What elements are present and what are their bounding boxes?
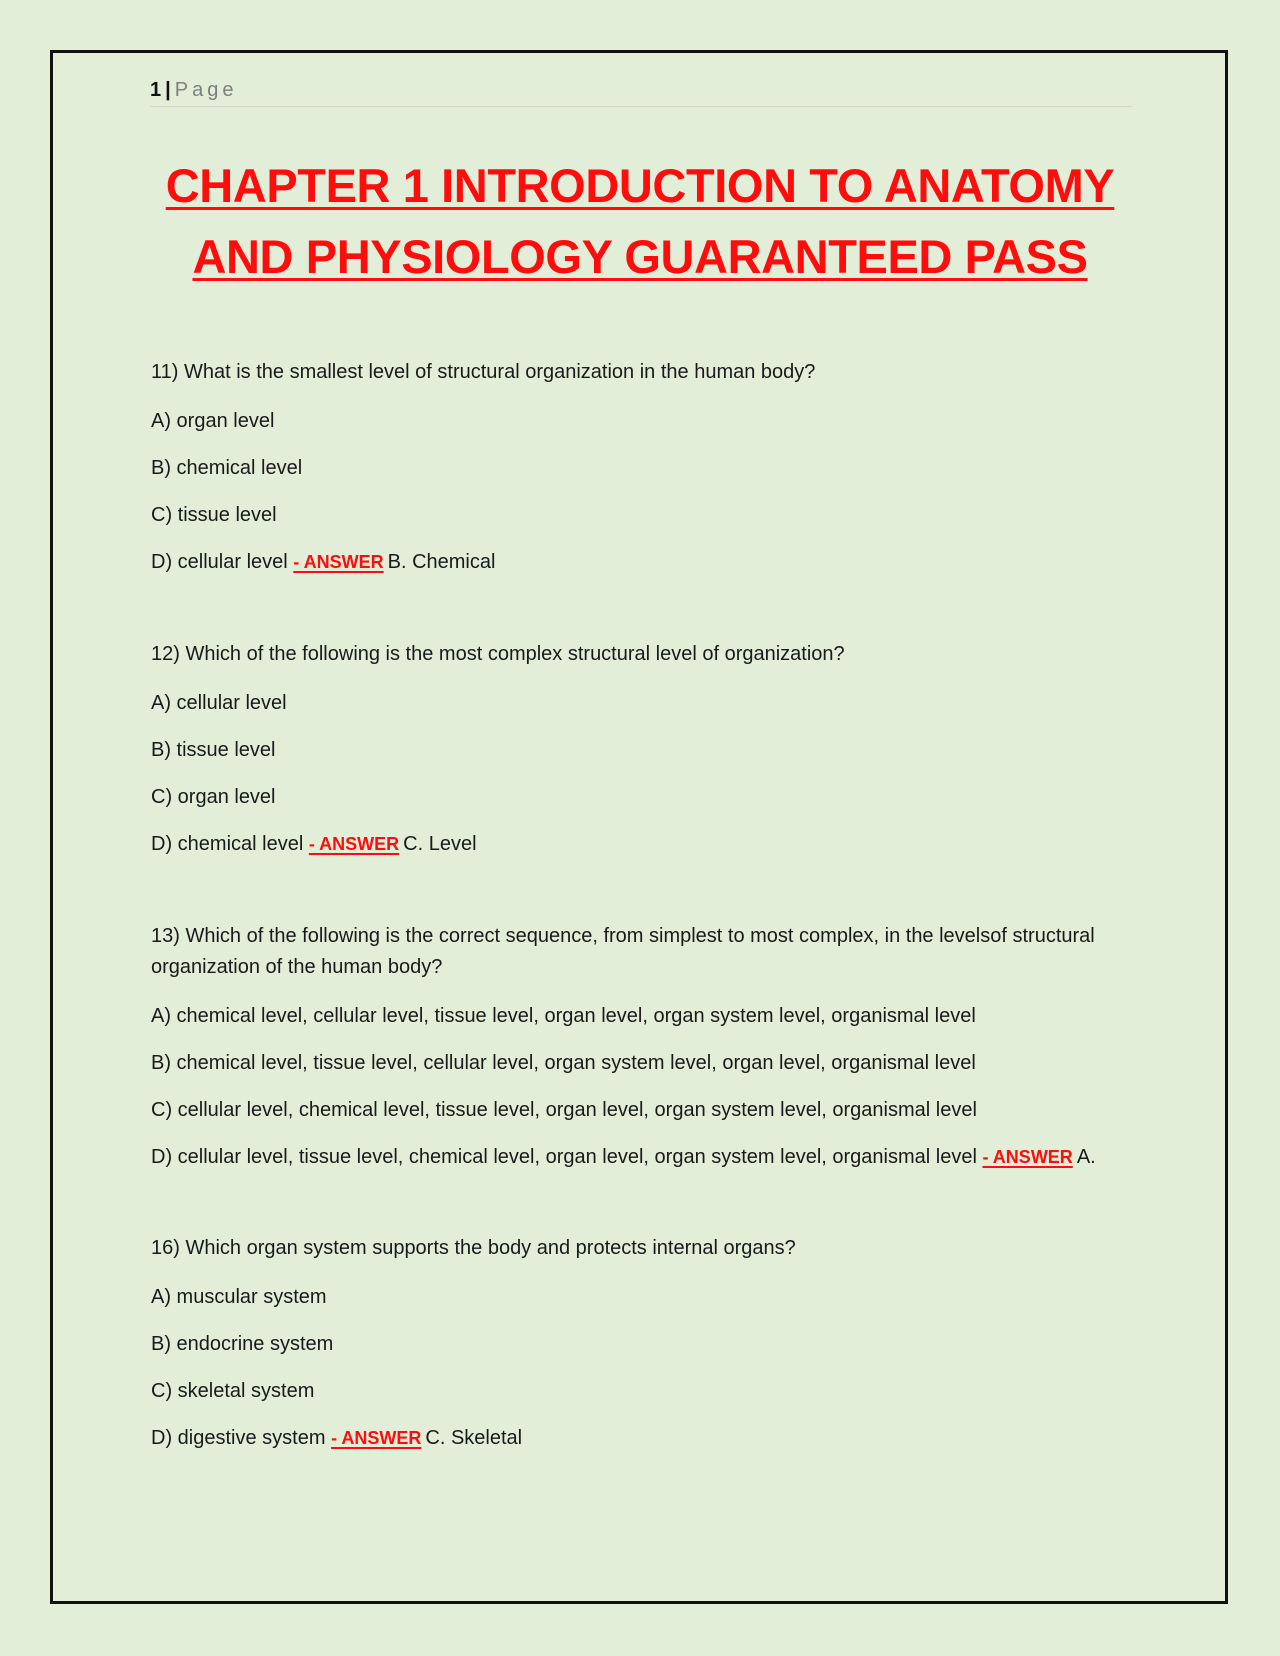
option-a: A) muscular system [151,1286,327,1308]
question-text: 12) Which of the following is the most complex structural level of organization? [151,643,845,665]
option-d-with-answer [151,548,1141,576]
question-block [151,639,1141,858]
option-b: B) chemical level, tissue level, cellular level, organ system level, organ level, organismal level [151,1052,976,1074]
option-b: B) chemical level [151,457,303,479]
document-title: CHAPTER 1 INTRODUCTION TO ANATOMY AND PHYSIOLOGY GUARANTEED PASS [165,159,1115,283]
answer-value: A. [1076,1146,1096,1168]
option-d: D) digestive system [151,1427,326,1449]
answer-tag: - ANSWER [293,552,384,572]
answer-tag: - ANSWER [331,1428,422,1448]
option-c: C) tissue level [151,504,277,526]
option-c: C) cellular level, chemical level, tissue level, organ level, organ system level, organismal level [151,1099,977,1121]
answer-value: B. Chemical [387,551,496,573]
option-d: D) chemical level [151,833,304,855]
answer-tag: - ANSWER [308,834,400,854]
option-c: C) skeletal system [151,1380,315,1402]
option-c: C) organ level [151,786,276,808]
option-d-with-answer [151,1143,1141,1171]
question-text: 13) Which of the following is the correct sequence, from simplest to most complex, in the levelsof structural organization of the human body? [151,925,1095,978]
option-a: A) organ level [151,410,275,432]
page-number: 1 [150,79,162,101]
option-b: B) tissue level [151,739,276,761]
option-a: A) chemical level, cellular level, tissue level, organ level, organ system level, organismal level [151,1005,976,1027]
option-d-with-answer [151,1424,1141,1452]
answer-tag: - ANSWER [982,1147,1073,1167]
question-block [151,357,1141,576]
answer-value: C. Skeletal [425,1427,523,1449]
option-d-with-answer [151,830,1141,858]
question-text: 11) What is the smallest level of structural organization in the human body? [151,361,816,383]
option-a: A) cellular level [151,692,287,714]
question-block [151,1233,1141,1452]
answer-value: C. Level [403,833,477,855]
page-separator: | [165,79,171,101]
option-d: D) cellular level [151,551,288,573]
page-word: Page [174,79,238,101]
page-header [150,76,1132,107]
question-block [151,921,1141,1171]
option-b: B) endocrine system [151,1333,334,1355]
option-d: D) cellular level, tissue level, chemical level, organ level, organ system level, organismal level [151,1146,977,1168]
question-text: 16) Which organ system supports the body and protects internal organs? [151,1237,796,1259]
